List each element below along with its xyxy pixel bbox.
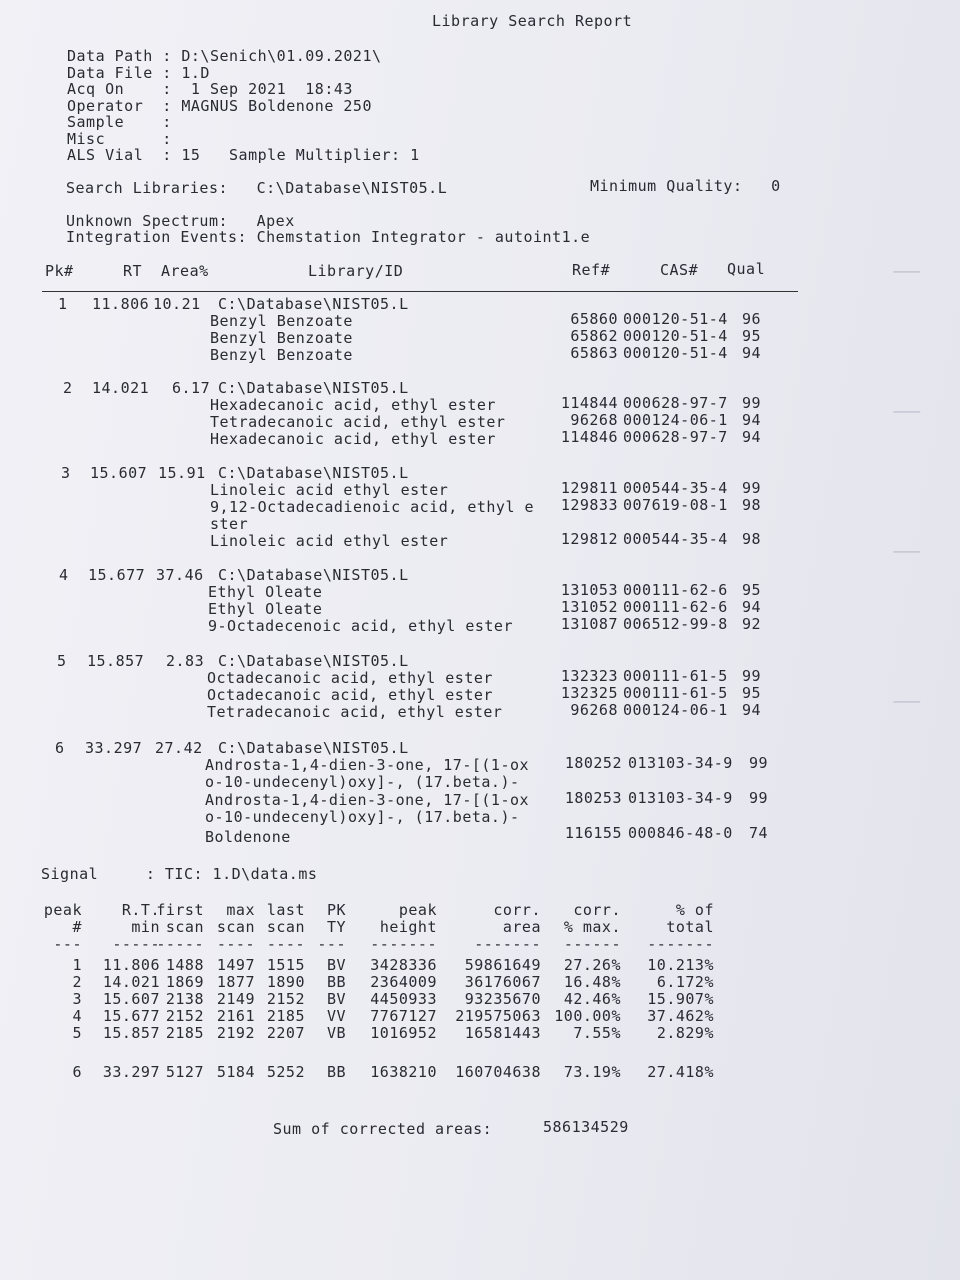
signal-col-divider: -------: [647, 935, 714, 953]
signal-table-cell: BB: [326, 973, 346, 991]
hit-ref: 65863: [570, 344, 618, 362]
signal-col-divider: -----: [156, 935, 204, 953]
peak-area: 37.46: [156, 566, 204, 584]
hit-cas: 000628-97-7: [623, 428, 728, 446]
signal-table-cell: 2185: [165, 1024, 204, 1042]
hit-cas: 000628-97-7: [623, 394, 728, 412]
signal-table-cell: 2185: [266, 1007, 305, 1025]
signal-col-divider: ---: [53, 935, 82, 953]
hit-ref: 114846: [560, 428, 618, 446]
peak-rt: 15.677: [88, 566, 146, 584]
signal-table-cell: 6.172%: [656, 973, 714, 991]
signal-col-header: total: [666, 918, 714, 936]
signal-table-cell: 1488: [165, 956, 204, 974]
signal-col-header: #: [72, 918, 82, 936]
signal-table-cell: 2.829%: [656, 1024, 714, 1042]
col-qual: Qual: [727, 260, 766, 278]
unknown-spectrum: Unknown Spectrum: Apex: [66, 212, 295, 230]
hit-name-continued: o-10-undecenyl)oxy]-, (17.beta.)-: [205, 808, 520, 826]
peak-number: 1: [58, 295, 68, 313]
signal-table-cell: 2: [72, 973, 82, 991]
peak-library: C:\Database\NIST05.L: [218, 739, 409, 757]
signal-col-divider: -----: [112, 935, 160, 953]
hit-ref: 116155: [564, 824, 622, 842]
signal-table-cell: 1877: [216, 973, 255, 991]
hit-qual: 98: [742, 496, 762, 514]
hit-ref: 131087: [560, 615, 618, 633]
hit-ref: 129811: [560, 479, 618, 497]
data-path: Data Path : D:\Senich\01.09.2021\: [67, 47, 382, 65]
bleed-through-marks: ▁▁▁▁: [893, 260, 920, 273]
hit-name: Ethyl Oleate: [208, 600, 323, 618]
hit-cas: 000120-51-4: [623, 327, 728, 345]
hit-qual: 95: [742, 581, 762, 599]
signal-table-cell: 2138: [165, 990, 204, 1008]
signal-col-header: R.T.: [121, 901, 160, 919]
peak-rt: 33.297: [85, 739, 143, 757]
signal-table-cell: 160704638: [455, 1063, 541, 1081]
hit-qual: 94: [742, 411, 762, 429]
hit-name-continued: ster: [210, 515, 249, 533]
hit-cas: 000111-61-5: [623, 684, 728, 702]
hit-qual: 94: [742, 344, 762, 362]
peak-number: 4: [59, 566, 69, 584]
signal-table-cell: VV: [326, 1007, 346, 1025]
minimum-quality: Minimum Quality: 0: [590, 177, 781, 195]
signal-table-cell: 2207: [266, 1024, 305, 1042]
hit-name: Ethyl Oleate: [208, 583, 323, 601]
hit-qual: 99: [749, 754, 769, 772]
sum-label: Sum of corrected areas:: [273, 1120, 493, 1138]
signal-table-cell: 27.418%: [647, 1063, 714, 1081]
signal-table-cell: 5184: [216, 1063, 255, 1081]
signal-col-divider: ----: [216, 935, 255, 953]
hit-ref: 131052: [560, 598, 618, 616]
peak-library: C:\Database\NIST05.L: [218, 464, 409, 482]
signal-col-header: % max.: [563, 918, 621, 936]
signal-col-header: PK: [326, 901, 346, 919]
hit-cas: 006512-99-8: [623, 615, 728, 633]
signal-table-cell: 1: [72, 956, 82, 974]
hit-qual: 96: [742, 310, 762, 328]
signal-col-header: scan: [266, 918, 305, 936]
hit-qual: 99: [749, 789, 769, 807]
signal-table-cell: 5127: [165, 1063, 204, 1081]
signal-table-cell: 33.297: [102, 1063, 160, 1081]
hit-qual: 99: [742, 667, 762, 685]
hit-ref: 180253: [564, 789, 622, 807]
hit-cas: 007619-08-1: [623, 496, 728, 514]
peak-library: C:\Database\NIST05.L: [218, 566, 409, 584]
signal-col-header: height: [379, 918, 437, 936]
hit-name: Octadecanoic acid, ethyl ester: [207, 686, 493, 704]
signal-table-cell: 1869: [165, 973, 204, 991]
sum-value: 586134529: [543, 1118, 629, 1136]
operator: Operator : MAGNUS Boldenone 250: [67, 97, 372, 115]
signal-table-cell: 73.19%: [563, 1063, 621, 1081]
hit-cas: 000846-48-0: [628, 824, 733, 842]
integration-events: Integration Events: Chemstation Integrator - autoint1.e: [66, 228, 591, 246]
signal-col-divider: -------: [474, 935, 541, 953]
peak-rt: 11.806: [92, 295, 150, 313]
hit-ref: 131053: [560, 581, 618, 599]
hit-name: Linoleic acid ethyl ester: [210, 532, 449, 550]
signal-table-cell: 42.46%: [563, 990, 621, 1008]
signal-table-cell: 1497: [216, 956, 255, 974]
hit-ref: 96268: [570, 701, 618, 719]
signal-table-cell: 7.55%: [573, 1024, 621, 1042]
signal-table-cell: 4450933: [370, 990, 437, 1008]
data-file: Data File : 1.D: [67, 64, 210, 82]
hit-name: Hexadecanoic acid, ethyl ester: [210, 430, 496, 448]
signal-col-header: corr.: [573, 901, 621, 919]
signal-table-cell: 3: [72, 990, 82, 1008]
hit-qual: 99: [742, 394, 762, 412]
peak-rt: 14.021: [92, 379, 150, 397]
bleed-through-marks: ▁▁▁▁: [893, 540, 920, 553]
signal-table-cell: 16581443: [464, 1024, 541, 1042]
signal-col-header: max: [226, 901, 255, 919]
signal-col-header: scan: [165, 918, 204, 936]
signal-table-cell: 6: [72, 1063, 82, 1081]
signal-col-header: peak: [43, 901, 82, 919]
hit-name: 9-Octadecenoic acid, ethyl ester: [208, 617, 513, 635]
hit-qual: 74: [749, 824, 769, 842]
hit-name: Androsta-1,4-dien-3-one, 17-[(1-ox: [205, 791, 530, 809]
hit-ref: 114844: [560, 394, 618, 412]
hit-cas: 000120-51-4: [623, 310, 728, 328]
signal-table-cell: 1515: [266, 956, 305, 974]
signal-line: Signal : TIC: 1.D\data.ms: [41, 865, 318, 883]
report-title: Library Search Report: [432, 12, 633, 30]
col-ref: Ref#: [572, 261, 611, 279]
signal-table-cell: VB: [326, 1024, 346, 1042]
peak-area: 2.83: [166, 652, 205, 670]
col-pk: Pk#: [45, 262, 74, 280]
hit-cas: 000120-51-4: [623, 344, 728, 362]
signal-table-cell: 16.48%: [563, 973, 621, 991]
search-libraries: Search Libraries: C:\Database\NIST05.L: [66, 179, 448, 197]
signal-table-cell: 2152: [165, 1007, 204, 1025]
hit-cas: 000544-35-4: [623, 479, 728, 497]
bleed-through-marks: ▁▁▁▁: [893, 690, 920, 703]
signal-table-cell: 2149: [216, 990, 255, 1008]
signal-col-divider: ---: [317, 935, 346, 953]
signal-table-cell: 11.806: [102, 956, 160, 974]
signal-table-cell: 36176067: [464, 973, 541, 991]
hit-name: Hexadecanoic acid, ethyl ester: [210, 396, 496, 414]
signal-col-header: area: [502, 918, 541, 936]
hit-name: Tetradecanoic acid, ethyl ester: [207, 703, 503, 721]
signal-col-divider: ----: [266, 935, 305, 953]
signal-col-header: min: [131, 918, 160, 936]
signal-table-cell: 37.462%: [647, 1007, 714, 1025]
hit-cas: 000124-06-1: [623, 701, 728, 719]
hit-ref: 129833: [560, 496, 618, 514]
signal-table-cell: 3428336: [370, 956, 437, 974]
hit-qual: 94: [742, 428, 762, 446]
acq-on: Acq On : 1 Sep 2021 18:43: [67, 80, 353, 98]
col-library: Library/ID: [308, 262, 404, 280]
signal-col-header: % of: [675, 901, 714, 919]
hit-ref: 65862: [570, 327, 618, 345]
hit-ref: 65860: [570, 310, 618, 328]
misc: Misc :: [67, 130, 172, 148]
peak-number: 5: [57, 652, 67, 670]
sample: Sample :: [67, 113, 172, 131]
peak-area: 10.21: [153, 295, 201, 313]
hit-name: Tetradecanoic acid, ethyl ester: [210, 413, 506, 431]
signal-table-cell: 2192: [216, 1024, 255, 1042]
peak-area: 15.91: [158, 464, 206, 482]
signal-col-header: peak: [398, 901, 437, 919]
hit-qual: 95: [742, 684, 762, 702]
signal-col-header: first: [156, 901, 204, 919]
peak-rt: 15.857: [87, 652, 145, 670]
hit-cas: 000544-35-4: [623, 530, 728, 548]
signal-col-header: TY: [326, 918, 346, 936]
hit-qual: 94: [742, 598, 762, 616]
peak-number: 6: [55, 739, 65, 757]
hit-qual: 99: [742, 479, 762, 497]
signal-table-cell: 15.607: [102, 990, 160, 1008]
signal-col-header: corr.: [493, 901, 541, 919]
signal-col-divider: -------: [370, 935, 437, 953]
peak-number: 2: [63, 379, 73, 397]
signal-table-cell: 15.907%: [647, 990, 714, 1008]
signal-col-header: scan: [216, 918, 255, 936]
signal-col-divider: ------: [563, 935, 621, 953]
signal-table-cell: 2364009: [370, 973, 437, 991]
signal-table-cell: 219575063: [455, 1007, 541, 1025]
hit-name: 9,12-Octadecadienoic acid, ethyl e: [210, 498, 535, 516]
signal-table-cell: 2161: [216, 1007, 255, 1025]
hit-name: Androsta-1,4-dien-3-one, 17-[(1-ox: [205, 756, 530, 774]
signal-table-cell: BB: [326, 1063, 346, 1081]
signal-col-header: last: [266, 901, 305, 919]
signal-table-cell: 100.00%: [554, 1007, 621, 1025]
hit-name: Linoleic acid ethyl ester: [210, 481, 449, 499]
signal-table-cell: 15.857: [102, 1024, 160, 1042]
signal-table-cell: 27.26%: [563, 956, 621, 974]
peak-area: 27.42: [155, 739, 203, 757]
peak-library: C:\Database\NIST05.L: [218, 379, 409, 397]
col-cas: CAS#: [660, 261, 699, 279]
hit-cas: 000111-62-6: [623, 581, 728, 599]
signal-table-cell: 15.677: [102, 1007, 160, 1025]
hit-cas: 013103-34-9: [628, 754, 733, 772]
signal-table-cell: 1890: [266, 973, 305, 991]
peak-area: 6.17: [172, 379, 211, 397]
als-vial: ALS Vial : 15 Sample Multiplier: 1: [67, 146, 420, 164]
signal-table-cell: 4: [72, 1007, 82, 1025]
hit-ref: 132325: [560, 684, 618, 702]
signal-table-cell: 7767127: [370, 1007, 437, 1025]
hit-qual: 98: [742, 530, 762, 548]
hit-name-continued: o-10-undecenyl)oxy]-, (17.beta.)-: [205, 773, 520, 791]
col-rt: RT: [123, 262, 143, 280]
hit-qual: 92: [742, 615, 762, 633]
hit-cas: 000111-62-6: [623, 598, 728, 616]
peak-library: C:\Database\NIST05.L: [218, 652, 409, 670]
hit-cas: 000124-06-1: [623, 411, 728, 429]
hit-qual: 94: [742, 701, 762, 719]
hit-ref: 132323: [560, 667, 618, 685]
hit-name: Benzyl Benzoate: [210, 312, 353, 330]
header-rule: [42, 291, 798, 292]
signal-table-cell: 1638210: [370, 1063, 437, 1081]
signal-table-cell: BV: [326, 956, 346, 974]
hit-ref: 129812: [560, 530, 618, 548]
signal-table-cell: 5252: [266, 1063, 305, 1081]
signal-table-cell: 1016952: [370, 1024, 437, 1042]
hit-cas: 013103-34-9: [628, 789, 733, 807]
signal-table-cell: 93235670: [464, 990, 541, 1008]
hit-name: Boldenone: [205, 828, 291, 846]
hit-qual: 95: [742, 327, 762, 345]
hit-name: Benzyl Benzoate: [210, 329, 353, 347]
hit-cas: 000111-61-5: [623, 667, 728, 685]
peak-rt: 15.607: [90, 464, 148, 482]
signal-table-cell: 59861649: [464, 956, 541, 974]
peak-number: 3: [61, 464, 71, 482]
signal-table-cell: BV: [326, 990, 346, 1008]
hit-name: Benzyl Benzoate: [210, 346, 353, 364]
signal-table-cell: 14.021: [102, 973, 160, 991]
bleed-through-marks: ▁▁▁▁: [893, 400, 920, 413]
hit-ref: 96268: [570, 411, 618, 429]
signal-table-cell: 10.213%: [647, 956, 714, 974]
peak-library: C:\Database\NIST05.L: [218, 295, 409, 313]
signal-table-cell: 5: [72, 1024, 82, 1042]
hit-name: Octadecanoic acid, ethyl ester: [207, 669, 493, 687]
hit-ref: 180252: [564, 754, 622, 772]
signal-table-cell: 2152: [266, 990, 305, 1008]
col-area: Area%: [161, 262, 209, 280]
